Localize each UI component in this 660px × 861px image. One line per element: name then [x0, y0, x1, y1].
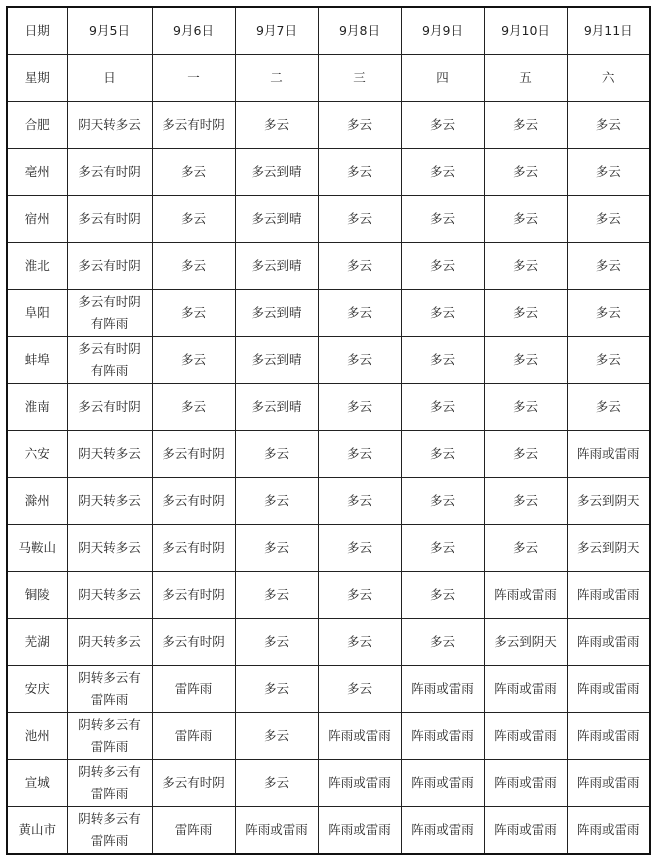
forecast-cell: 多云: [152, 337, 235, 384]
forecast-cell: 多云: [401, 149, 484, 196]
forecast-cell: 阴转多云有 雷阵雨: [67, 713, 152, 760]
forecast-cell: 多云到晴: [235, 337, 318, 384]
forecast-cell: 多云有时阴: [152, 760, 235, 807]
forecast-cell: 多云有时阴: [67, 243, 152, 290]
forecast-cell: 阵雨或雷雨: [318, 807, 401, 855]
forecast-cell: 9月11日: [567, 7, 650, 55]
forecast-cell: 多云: [152, 243, 235, 290]
forecast-cell: 阴转多云有 雷阵雨: [67, 807, 152, 855]
forecast-cell: 多云: [484, 337, 567, 384]
city-row: [7, 666, 650, 713]
forecast-cell: 多云: [401, 290, 484, 337]
forecast-cell: 多云到晴: [235, 196, 318, 243]
forecast-cell: 多云: [567, 149, 650, 196]
forecast-cell: 9月8日: [318, 7, 401, 55]
forecast-cell: 多云: [318, 431, 401, 478]
forecast-cell: 多云: [235, 525, 318, 572]
city-row: [7, 337, 650, 384]
row-label-cell: 蚌埠: [7, 337, 67, 384]
row-label-cell: 亳州: [7, 149, 67, 196]
row-label-cell: 淮南: [7, 384, 67, 431]
row-label-cell: 六安: [7, 431, 67, 478]
forecast-cell: 二: [235, 55, 318, 102]
city-row: [7, 149, 650, 196]
forecast-cell: 多云: [152, 196, 235, 243]
row-label-cell: 日期: [7, 7, 67, 55]
row-label-cell: 马鞍山: [7, 525, 67, 572]
city-row: [7, 807, 650, 855]
forecast-cell: 多云: [235, 760, 318, 807]
forecast-cell: 阵雨或雷雨: [567, 666, 650, 713]
forecast-cell: 9月10日: [484, 7, 567, 55]
forecast-cell: 阴转多云有 雷阵雨: [67, 760, 152, 807]
forecast-cell: 多云有时阴: [152, 572, 235, 619]
forecast-cell: 一: [152, 55, 235, 102]
forecast-cell: 阵雨或雷雨: [567, 619, 650, 666]
forecast-cell: 多云有时阴: [152, 619, 235, 666]
forecast-cell: 多云: [152, 384, 235, 431]
forecast-cell: 多云: [318, 102, 401, 149]
row-label-cell: 淮北: [7, 243, 67, 290]
forecast-cell: 多云到阴天: [567, 478, 650, 525]
forecast-cell: 多云: [235, 478, 318, 525]
forecast-cell: 阵雨或雷雨: [235, 807, 318, 855]
row-label-cell: 宣城: [7, 760, 67, 807]
forecast-cell: 多云有时阴: [67, 149, 152, 196]
forecast-cell: 多云: [401, 572, 484, 619]
forecast-cell: 阵雨或雷雨: [318, 713, 401, 760]
city-row: [7, 619, 650, 666]
city-row: [7, 243, 650, 290]
forecast-cell: 阵雨或雷雨: [567, 431, 650, 478]
forecast-cell: 9月9日: [401, 7, 484, 55]
forecast-cell: 多云有时阴 有阵雨: [67, 337, 152, 384]
city-row: [7, 196, 650, 243]
forecast-cell: 多云: [318, 337, 401, 384]
forecast-cell: 多云: [484, 431, 567, 478]
forecast-cell: 多云: [484, 478, 567, 525]
forecast-cell: 多云有时阴: [152, 102, 235, 149]
forecast-cell: 多云: [318, 290, 401, 337]
forecast-cell: 多云: [318, 666, 401, 713]
forecast-cell: 多云到晴: [235, 384, 318, 431]
forecast-cell: 多云: [567, 384, 650, 431]
forecast-cell: 雷阵雨: [152, 713, 235, 760]
header-row: [7, 7, 650, 55]
forecast-cell: 五: [484, 55, 567, 102]
forecast-cell: 阵雨或雷雨: [484, 807, 567, 855]
forecast-cell: 四: [401, 55, 484, 102]
forecast-cell: 多云: [567, 243, 650, 290]
forecast-cell: 9月5日: [67, 7, 152, 55]
forecast-cell: 阵雨或雷雨: [318, 760, 401, 807]
city-row: [7, 525, 650, 572]
forecast-cell: 多云到阴天: [484, 619, 567, 666]
forecast-cell: 多云: [401, 196, 484, 243]
forecast-cell: 多云: [235, 572, 318, 619]
weather-forecast-table: [6, 6, 651, 855]
forecast-cell: 多云: [484, 525, 567, 572]
forecast-cell: 阴转多云有 雷阵雨: [67, 666, 152, 713]
forecast-cell: 多云到阴天: [567, 525, 650, 572]
forecast-cell: 多云有时阴: [152, 431, 235, 478]
forecast-cell: 阴天转多云: [67, 525, 152, 572]
forecast-cell: 多云: [567, 337, 650, 384]
row-label-cell: 池州: [7, 713, 67, 760]
forecast-cell: 多云: [235, 102, 318, 149]
row-label-cell: 星期: [7, 55, 67, 102]
header-row: [7, 55, 650, 102]
forecast-cell: 9月7日: [235, 7, 318, 55]
forecast-cell: 多云: [484, 102, 567, 149]
forecast-cell: 多云: [235, 431, 318, 478]
forecast-cell: 阵雨或雷雨: [401, 666, 484, 713]
forecast-cell: 阵雨或雷雨: [484, 666, 567, 713]
row-label-cell: 铜陵: [7, 572, 67, 619]
forecast-cell: 多云: [567, 102, 650, 149]
city-row: [7, 290, 650, 337]
city-row: [7, 760, 650, 807]
forecast-cell: 阴天转多云: [67, 478, 152, 525]
forecast-cell: 多云: [235, 666, 318, 713]
forecast-cell: 多云: [152, 290, 235, 337]
forecast-cell: 阵雨或雷雨: [401, 760, 484, 807]
forecast-cell: 多云: [401, 384, 484, 431]
forecast-cell: 多云: [318, 572, 401, 619]
forecast-cell: 多云: [318, 243, 401, 290]
city-row: [7, 384, 650, 431]
forecast-cell: 多云有时阴: [152, 478, 235, 525]
forecast-cell: 多云到晴: [235, 243, 318, 290]
forecast-cell: 多云: [401, 337, 484, 384]
forecast-cell: 多云有时阴: [67, 196, 152, 243]
forecast-cell: 阵雨或雷雨: [567, 713, 650, 760]
forecast-cell: 阵雨或雷雨: [484, 713, 567, 760]
city-row: [7, 572, 650, 619]
forecast-cell: 多云: [318, 384, 401, 431]
forecast-cell: 多云有时阴: [67, 384, 152, 431]
forecast-cell: 阵雨或雷雨: [567, 760, 650, 807]
forecast-cell: 多云: [484, 149, 567, 196]
forecast-cell: 多云: [318, 525, 401, 572]
forecast-cell: 多云: [567, 196, 650, 243]
forecast-cell: 9月6日: [152, 7, 235, 55]
forecast-cell: 多云: [318, 196, 401, 243]
forecast-cell: 多云到晴: [235, 149, 318, 196]
forecast-cell: 多云到晴: [235, 290, 318, 337]
row-label-cell: 黄山市: [7, 807, 67, 855]
forecast-cell: 多云: [318, 149, 401, 196]
forecast-cell: 多云: [484, 290, 567, 337]
forecast-cell: 多云有时阴: [152, 525, 235, 572]
forecast-cell: 多云: [484, 196, 567, 243]
forecast-cell: 多云: [401, 243, 484, 290]
forecast-cell: 三: [318, 55, 401, 102]
city-row: [7, 431, 650, 478]
forecast-cell: 阵雨或雷雨: [484, 572, 567, 619]
forecast-cell: 阵雨或雷雨: [401, 713, 484, 760]
forecast-cell: 多云: [401, 478, 484, 525]
forecast-cell: 多云: [235, 619, 318, 666]
city-row: [7, 478, 650, 525]
row-label-cell: 阜阳: [7, 290, 67, 337]
forecast-cell: 日: [67, 55, 152, 102]
forecast-cell: 阵雨或雷雨: [567, 807, 650, 855]
forecast-cell: 多云: [484, 243, 567, 290]
forecast-cell: 阴天转多云: [67, 431, 152, 478]
forecast-cell: 多云: [401, 102, 484, 149]
forecast-cell: 阵雨或雷雨: [567, 572, 650, 619]
forecast-cell: 多云: [401, 431, 484, 478]
forecast-cell: 多云: [318, 619, 401, 666]
city-row: [7, 713, 650, 760]
row-label-cell: 芜湖: [7, 619, 67, 666]
row-label-cell: 滁州: [7, 478, 67, 525]
row-label-cell: 安庆: [7, 666, 67, 713]
forecast-cell: 多云: [484, 384, 567, 431]
forecast-cell: 多云有时阴 有阵雨: [67, 290, 152, 337]
forecast-cell: 阴天转多云: [67, 572, 152, 619]
forecast-cell: 多云: [401, 525, 484, 572]
forecast-cell: 多云: [401, 619, 484, 666]
forecast-cell: 六: [567, 55, 650, 102]
forecast-cell: 多云: [567, 290, 650, 337]
city-row: [7, 102, 650, 149]
forecast-cell: 雷阵雨: [152, 666, 235, 713]
row-label-cell: 合肥: [7, 102, 67, 149]
forecast-cell: 多云: [318, 478, 401, 525]
forecast-cell: 雷阵雨: [152, 807, 235, 855]
row-label-cell: 宿州: [7, 196, 67, 243]
forecast-cell: 多云: [235, 713, 318, 760]
forecast-cell: 阴天转多云: [67, 619, 152, 666]
forecast-cell: 阵雨或雷雨: [484, 760, 567, 807]
forecast-cell: 阴天转多云: [67, 102, 152, 149]
forecast-cell: 多云: [152, 149, 235, 196]
forecast-cell: 阵雨或雷雨: [401, 807, 484, 855]
